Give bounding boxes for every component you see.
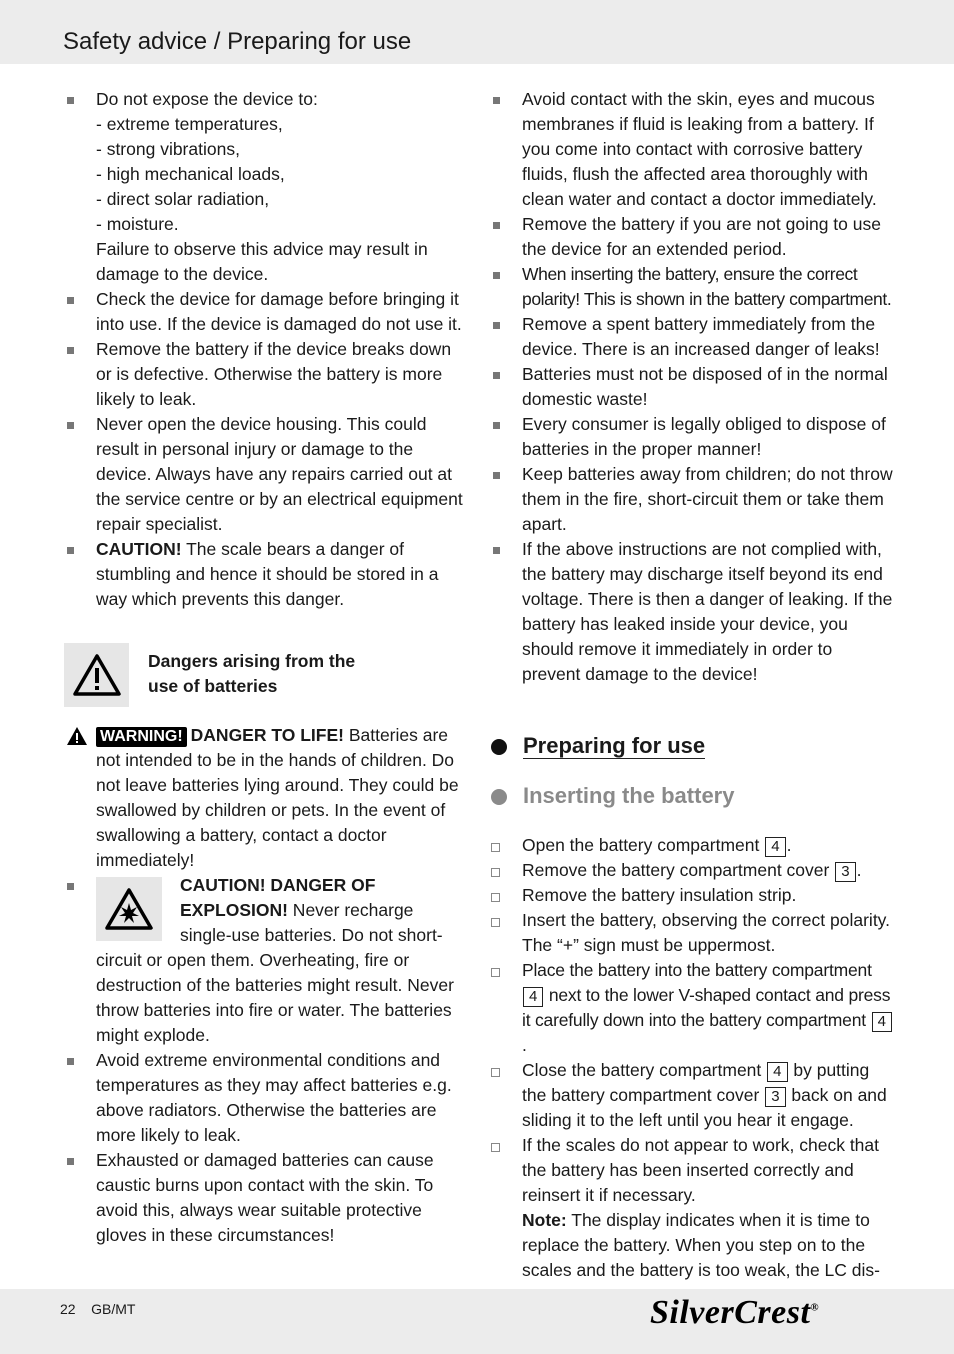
note-paragraph: Note: The display indicates when it is time to replace the battery. When you step on to the scales and the battery is too weak, the LC dis- [522,1210,880,1280]
page-header [0,0,954,64]
filled-circle-icon [491,739,507,755]
filled-circle-icon [491,789,507,805]
left-column [64,87,468,1248]
list-item: Remove a spent battery immediately from the device. There is an increased danger of leaks! [490,312,894,362]
part-number-ref: 4 [523,987,543,1007]
list-item: Exhausted or damaged batteries can cause caustic burns upon contact with the skin. To avoid this, always wear suitable protective gloves in these circumstances! [64,1148,468,1248]
warning-triangle-icon [66,726,88,746]
checkbox-square-icon [491,868,500,877]
square-bullet-icon [493,222,500,229]
checkbox-square-icon [491,1143,500,1152]
checkbox-square-icon [491,918,500,927]
part-number-ref: 4 [767,1062,787,1082]
square-bullet-icon [493,272,500,279]
square-bullet-icon [67,422,74,429]
part-number-ref: 4 [872,1012,892,1032]
square-bullet-icon [493,547,500,554]
list-item: Batteries must not be disposed of in the normal domestic waste! [490,362,894,412]
part-number-ref: 4 [765,837,785,857]
step-item: Open the battery compartment 4 . [490,833,894,858]
checkbox-square-icon [491,968,500,977]
square-bullet-icon [493,372,500,379]
battery-danger-box [64,643,468,707]
square-bullet-icon [67,347,74,354]
list-item: Every consumer is legally obliged to dispose of batteries in the proper manner! [490,412,894,462]
list-item: Check the device for damage before bringing it into use. If the device is damaged do not use it. [64,287,468,337]
page-number: 22 GB/MT [60,1301,136,1317]
heading-inserting-battery: Inserting the battery [490,781,894,811]
list-item: Never open the device housing. This could result in personal injury or damage to the device. Always have any repairs carried out at the service centre or by an electrical equipment repair specialist. [64,412,468,537]
page-title: Safety advice / Preparing for use [63,28,412,55]
square-bullet-icon [67,297,74,304]
square-bullet-icon [493,322,500,329]
warning-badge: WARNING! [96,727,187,747]
square-bullet-icon [67,1058,74,1065]
silvercrest-logo: SilverCrest® [650,1294,820,1331]
square-bullet-icon [493,422,500,429]
list-item: If the above instructions are not complied with, the battery may discharge itself beyond its end voltage. There is then a danger of leaking. If the battery has leaked inside your device, you should remove it immediately in order to prevent damage to the device! [490,537,894,687]
right-column [490,87,894,1283]
list-item: Keep batteries away from children; do not throw them in the fire, short-circuit them or take them apart. [490,462,894,537]
heading-preparing-for-use: Preparing for use [490,731,894,761]
step-item: Remove the battery compartment cover 3 . [490,858,894,883]
part-number-ref: 3 [765,1087,785,1107]
list-item: Avoid extreme environmental conditions and temperatures as they may affect batteries e.g. above radiators. Otherwise the batteries are more likely to leak. [64,1048,468,1148]
page-footer [0,1289,954,1354]
square-bullet-icon [493,97,500,104]
square-bullet-icon [493,472,500,479]
warning-item: WARNING! DANGER TO LIFE! Batteries are not intended to be in the hands of children. Do not leave batteries lying around. They could be swallowed by children or pets. In the event of swallowing a battery, contact a doctor immediately! [64,723,468,873]
list-item: Remove the battery if the device breaks down or is defective. Otherwise the battery is more likely to leak. [64,337,468,412]
list-item: Avoid contact with the skin, eyes and mucous membranes if fluid is leaking from a battery. If you come into contact with corrosive battery fluids, flush the affected area thoroughly with clean water and contact a doctor immediately. [490,87,894,212]
checkbox-square-icon [491,1068,500,1077]
list-item: CAUTION! DANGER OF EXPLOSION! Never recharge single-use batteries. Do not short-circuit or open them. Overheating, fire or destruction of the batteries might result. Never throw batteries into fire or water. The batteries might explode. [64,873,468,1048]
danger-title: Dangers arising from the use of batteries [148,651,356,696]
list-item: When inserting the battery, ensure the correct polarity! This is shown in the battery compartment. [490,262,894,312]
list-item: CAUTION! The scale bears a danger of stumbling and hence it should be stored in a way which prevents this danger. [64,537,468,612]
step-item: Close the battery compartment 4 by putting the battery compartment cover 3 back on and sliding it to the left until you hear it engage. [490,1058,894,1133]
step-item: If the scales do not appear to work, check that the battery has been inserted correctly and reinsert it if necessary. [490,1133,894,1208]
step-item: Place the battery into the battery compartment 4 next to the lower V-shaped contact and press it carefully down into the battery compartment 4. [490,958,894,1058]
part-number-ref: 3 [835,862,855,882]
step-item: Remove the battery insulation strip. [490,883,894,908]
list-item: Remove the battery if you are not going to use the device for an extended period. [490,212,894,262]
checkbox-square-icon [491,893,500,902]
square-bullet-icon [67,547,74,554]
square-bullet-icon [67,1158,74,1165]
square-bullet-icon [67,883,74,890]
list-item: Do not expose the device to: - extreme temperatures, - strong vibrations, - high mechanical loads, - direct solar radiation, - moisture. Failure to observe this advice may result in damage to the device. [64,87,468,287]
square-bullet-icon [67,97,74,104]
explosion-hazard-icon [96,877,162,941]
warning-triangle-icon [64,643,129,707]
checkbox-square-icon [491,843,500,852]
step-item: Insert the battery, observing the correct polarity. The “+” sign must be uppermost. [490,908,894,958]
